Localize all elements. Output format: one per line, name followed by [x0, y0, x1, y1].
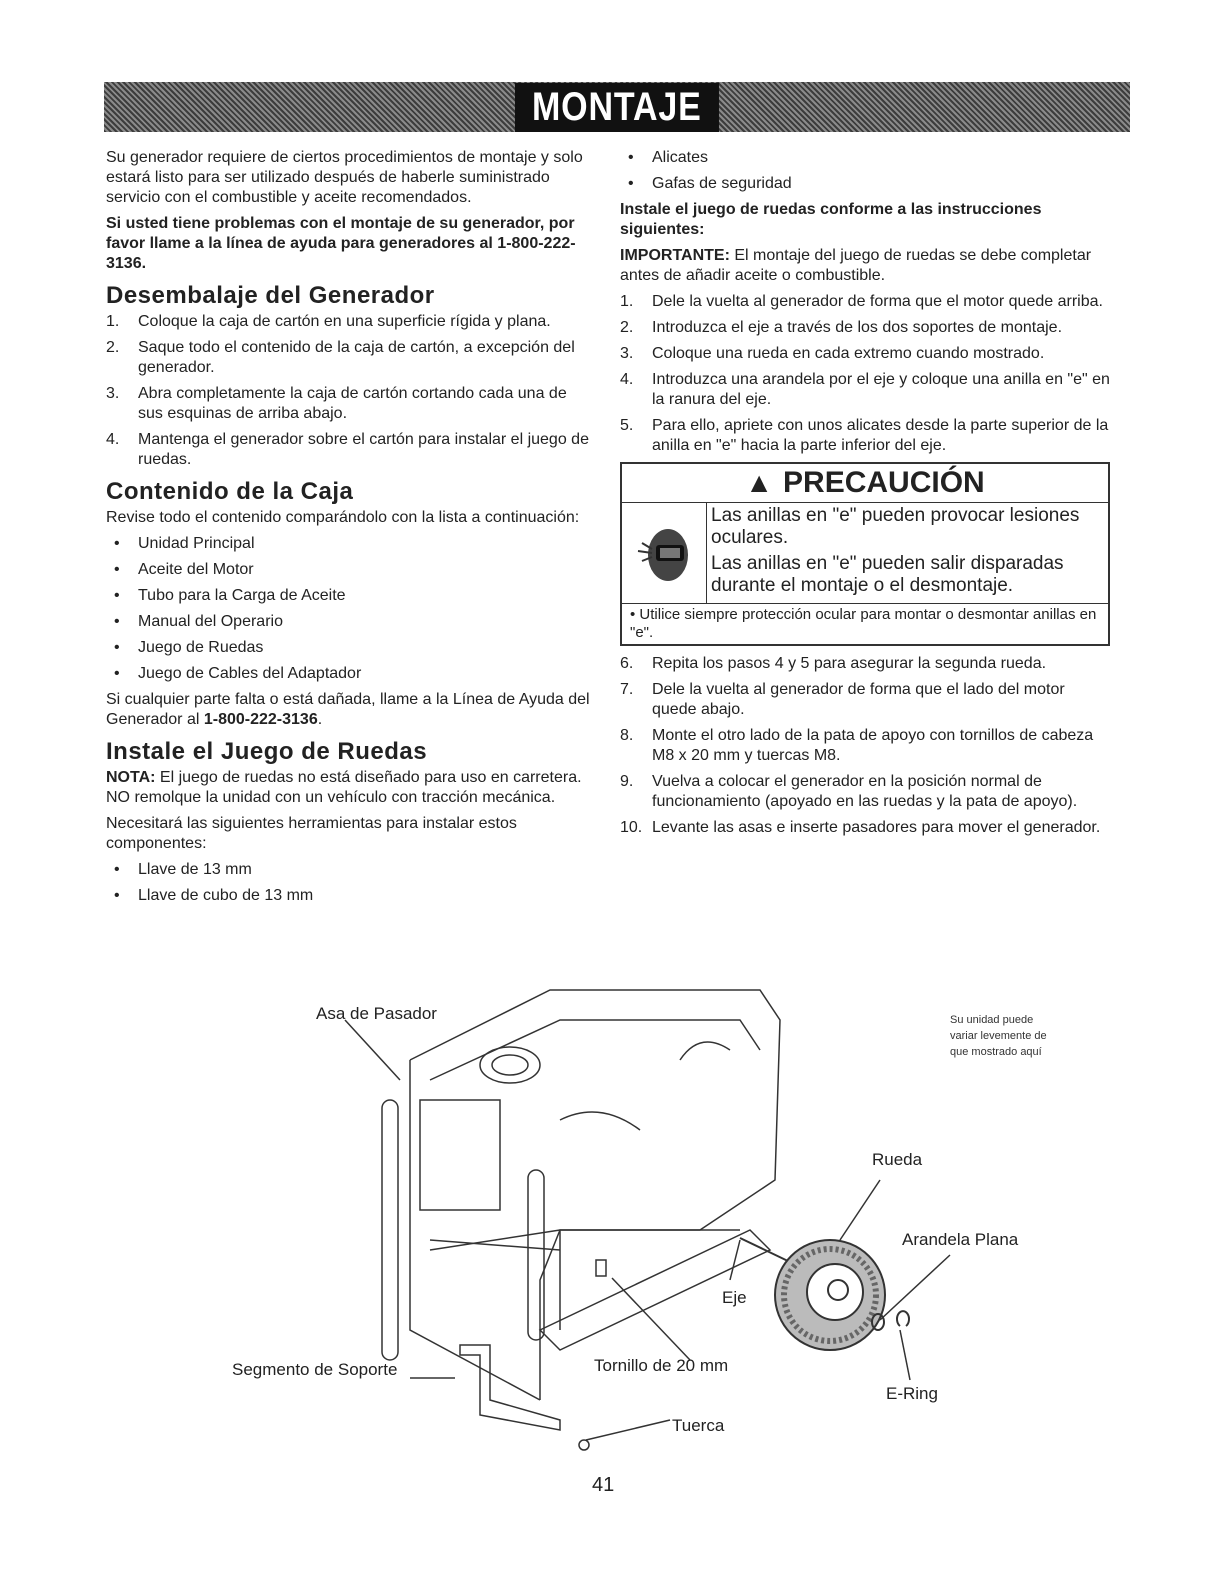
label-rueda: Rueda	[872, 1150, 923, 1169]
tools-intro: Necesitará las siguientes herramientas para instalar estos componentes:	[106, 815, 517, 852]
label-e-ring: E-Ring	[886, 1384, 938, 1403]
page-title: MONTAJE	[515, 83, 719, 132]
list-item: • Llave de 13 mm	[114, 861, 252, 878]
list-item: 10. Levante las asas e inserte pasadores para mover el generador.	[620, 819, 1101, 836]
label-eje: Eje	[722, 1288, 747, 1307]
label-segmento: Segmento de Soporte	[232, 1360, 398, 1379]
list-item: 3. Coloque una rueda en cada extremo cuando mostrado.	[620, 345, 1045, 362]
list-item: 4. Introduzca una arandela por el eje y coloque una anilla en "e" en la ranura del eje.	[620, 371, 1110, 408]
list-item: 8. Monte el otro lado de la pata de apoyo con tornillos de cabeza M8 x 20 mm y tuercas M8.	[620, 727, 1094, 764]
list-item: • Alicates	[628, 149, 709, 166]
list-item: 7. Dele la vuelta al generador de forma que el lado del motor quede abajo.	[620, 681, 1065, 718]
list-item: 6. Repita los pasos 4 y 5 para asegurar la segunda rueda.	[620, 655, 1047, 672]
note-text: NOTA: El juego de ruedas no está diseñado para uso en carretera. NO remolque la unidad con un vehículo con tracción mecánica.	[106, 769, 582, 806]
contents-intro: Revise todo el contenido comparándolo con la lista a continuación:	[106, 509, 580, 526]
label-asa: Asa de Pasador	[316, 1004, 437, 1023]
list-item: 2. Saque todo el contenido de la caja de cartón, a excepción del generador.	[106, 339, 575, 376]
help-text: Si usted tiene problemas con el montaje de su generador, por favor llame a la línea de ayuda para generadores al 1-800-222-3136.	[106, 215, 576, 272]
list-item: • Juego de Ruedas	[114, 639, 264, 656]
label-tornillo: Tornillo de 20 mm	[594, 1356, 729, 1375]
label-arandela: Arandela Plana	[902, 1230, 1019, 1249]
list-item: • Gafas de seguridad	[628, 175, 792, 192]
important-text: IMPORTANTE: El montaje del juego de ruedas se debe completar antes de añadir aceite o combustible.	[620, 247, 1092, 284]
caution-footer: • Utilice siempre protección ocular para montar o desmontar anillas en "e".	[630, 606, 1097, 641]
list-item: 1. Dele la vuelta al generador de forma que el motor quede arriba.	[620, 293, 1103, 310]
install-heading: Instale el juego de ruedas conforme a las instrucciones siguientes:	[620, 201, 1042, 238]
list-item: • Manual del Operario	[114, 613, 283, 630]
list-item: 5. Para ello, apriete con unos alicates desde la parte superior de la anilla en "e" hacia la parte inferior del eje.	[620, 417, 1109, 454]
section-title-wheels: Instale el Juego de Ruedas	[106, 738, 428, 765]
missing-parts-text: Si cualquier parte falta o está dañada, llame a la Línea de Ayuda del Generador al 1-800-222-3136.	[106, 691, 590, 728]
list-item: • Tubo para la Carga de Aceite	[114, 587, 346, 604]
label-note: Su unidad puede variar levemente de que mostrado aquí	[950, 1014, 1047, 1058]
caution-header: ▲ PRECAUCIÓN	[622, 464, 1108, 503]
caution-line-2: Las anillas en "e" pueden salir disparadas durante el montaje o el desmontaje.	[711, 553, 1064, 596]
label-tuerca: Tuerca	[672, 1416, 725, 1435]
list-item: 4. Mantenga el generador sobre el cartón para instalar el juego de ruedas.	[106, 431, 589, 468]
list-item: • Juego de Cables del Adaptador	[114, 665, 362, 682]
list-item: 2. Introduzca el eje a través de los dos soportes de montaje.	[620, 319, 1063, 336]
list-item: 3. Abra completamente la caja de cartón cortando cada una de sus esquinas de arriba abajo.	[106, 385, 567, 422]
list-item: 9. Vuelva a colocar el generador en la posición normal de funcionamiento (apoyado en las ruedas y la pata de apoyo).	[620, 773, 1078, 810]
section-title-contents: Contenido de la Caja	[106, 478, 354, 505]
phone-number: 1-800-222-3136	[203, 711, 318, 728]
list-item: • Llave de cubo de 13 mm	[114, 887, 314, 904]
e-ring-icon	[897, 1311, 909, 1326]
caution-line-1: Las anillas en "e" pueden provocar lesiones oculares.	[711, 505, 1080, 548]
list-item: 1. Coloque la caja de cartón en una superficie rígida y plana.	[106, 313, 551, 330]
section-title-unpack: Desembalaje del Generador	[106, 282, 435, 309]
list-item: • Unidad Principal	[114, 535, 255, 552]
warning-icon: ▲	[745, 467, 774, 498]
list-item: • Aceite del Motor	[114, 561, 254, 578]
page-number: 41	[592, 1474, 615, 1496]
wheel-icon	[775, 1240, 885, 1350]
intro-text: Su generador requiere de ciertos procedimientos de montaje y solo estará listo para ser utilizado después de haberle suministrado servicio con el combustible y aceite recomendados.	[106, 149, 583, 206]
